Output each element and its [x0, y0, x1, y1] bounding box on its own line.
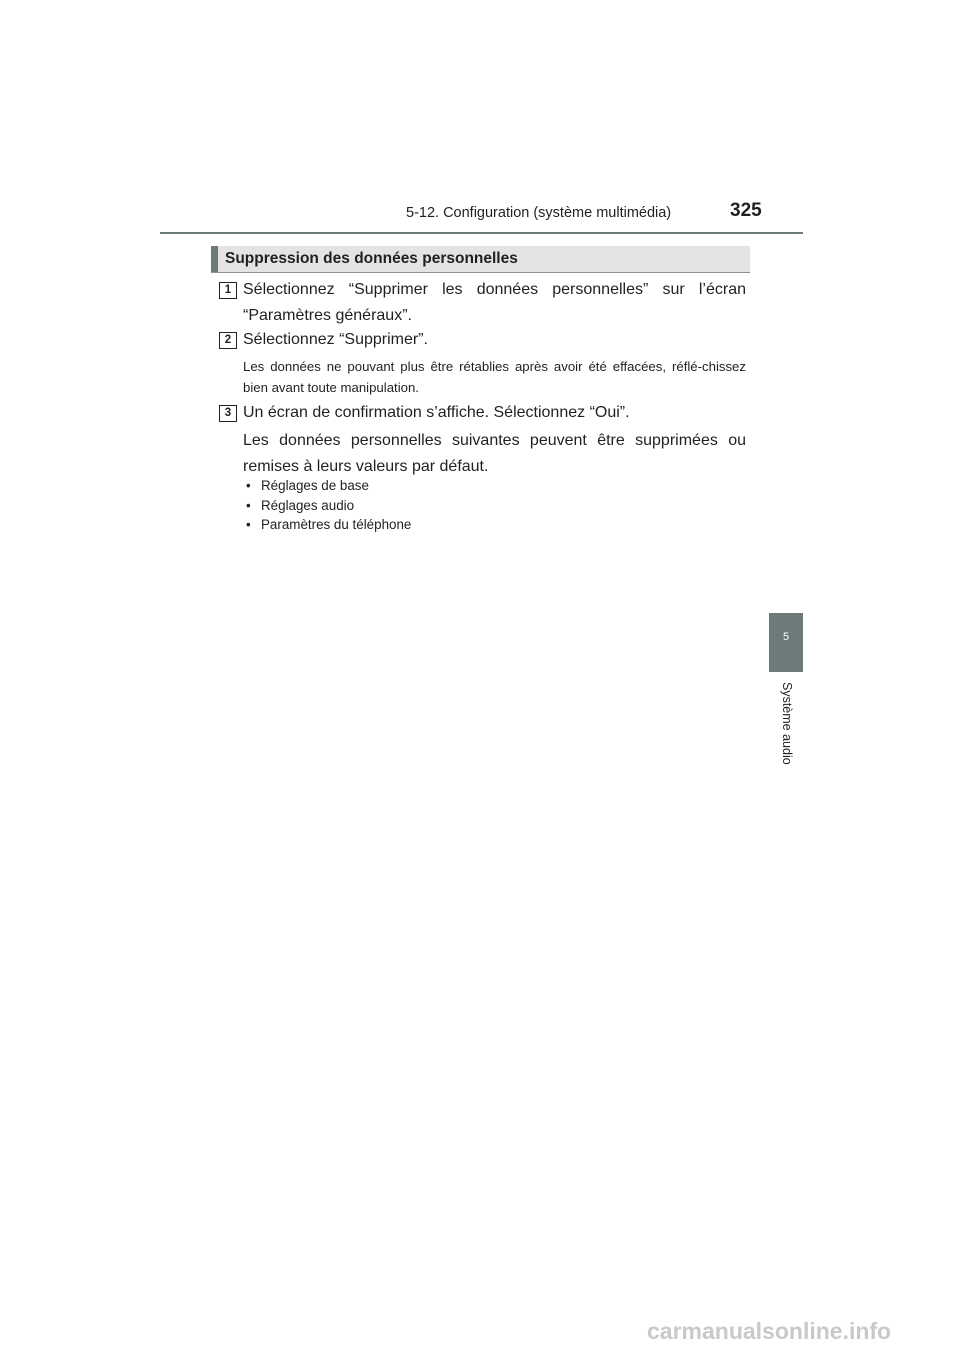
- chapter-tab-label: Système audio: [780, 682, 794, 765]
- step-2-note: Les données ne pouvant plus être rétablies après avoir été effacées, réflé-chissez bien avant toute manipulation.: [243, 359, 746, 395]
- list-item: • Réglages de base: [246, 478, 369, 493]
- step-2-text: Sélectionnez “Supprimer”.: [243, 331, 428, 348]
- step-3-text: Un écran de confirmation s’affiche. Sélectionnez “Oui”.: [243, 404, 630, 421]
- list-item: • Réglages audio: [246, 497, 355, 513]
- header-divider: [160, 232, 803, 234]
- step-number-badge: 2: [219, 332, 237, 349]
- step-number-badge: 3: [219, 405, 237, 422]
- step-number-badge: 1: [219, 282, 237, 299]
- chapter-tab-number: 5: [782, 631, 790, 643]
- list-item: • Paramètres du téléphone: [246, 517, 412, 532]
- step-1-text: Sélectionnez “Supprimer les données personnelles” sur l’écran “Paramètres généraux”.: [243, 281, 746, 324]
- section-header: [211, 246, 750, 273]
- section-header-accent: [211, 246, 218, 272]
- watermark: carmanualsonline.info: [647, 1318, 892, 1344]
- header-section-title: 5-12. Configuration (système multimédia): [406, 205, 672, 221]
- page-number: 325: [730, 200, 762, 221]
- reset-items-list: [246, 476, 411, 535]
- step-3-description: Les données personnelles suivantes peuvent être supprimées ou remises à leurs valeurs par défaut.: [243, 432, 746, 475]
- section-title: Suppression des données personnelles: [225, 250, 518, 267]
- chapter-tab: [769, 613, 803, 672]
